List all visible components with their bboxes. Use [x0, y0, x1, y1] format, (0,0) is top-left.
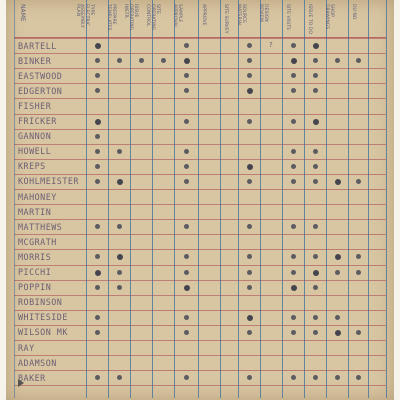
row-name: FRICKER: [18, 116, 57, 126]
column-header-label: ISSUE OPERATING INSTR.: [123, 4, 138, 31]
check-dot: [313, 164, 318, 169]
row-name: BARTELL: [18, 40, 57, 51]
column-rule: [152, 0, 153, 398]
column-rule: [14, 0, 15, 398]
column-rule: [260, 0, 261, 398]
check-dot: [313, 179, 318, 184]
check-dot: [247, 119, 252, 124]
column-rule: [282, 0, 283, 398]
check-dot: [291, 164, 296, 169]
check-dot: [184, 254, 189, 259]
check-dot: [117, 224, 122, 229]
check-dot: [184, 330, 189, 335]
check-dot: [117, 270, 122, 275]
check-dot: [95, 58, 100, 63]
check-dot: [247, 179, 252, 184]
check-dot: [247, 330, 252, 335]
check-dot: [117, 375, 122, 380]
check-dot: [356, 58, 361, 63]
column-rule: [220, 0, 221, 398]
check-dot: [356, 330, 361, 335]
row-name: WHITESIDE: [18, 312, 68, 323]
check-dot: [291, 149, 296, 154]
check-dot: [95, 330, 100, 335]
check-dot: [184, 43, 189, 48]
row-pointer-arrow: [18, 379, 24, 387]
check-dot: [291, 58, 297, 64]
row-name: KREPS: [18, 161, 46, 172]
check-dot: [184, 375, 189, 380]
column-header-label: ISSUE TO DO: [307, 4, 312, 34]
check-dot: [95, 285, 100, 290]
row-name: MAHONEY: [18, 191, 57, 202]
check-dot: [184, 73, 189, 78]
check-dot: [95, 119, 101, 125]
check-dot: [95, 73, 100, 78]
row-name: HOWELL: [18, 146, 52, 157]
check-dot: [117, 149, 122, 154]
check-dot: [291, 43, 296, 48]
row-name: KOHLMEISTER: [18, 176, 79, 187]
column-rule: [198, 0, 199, 398]
column-header-label: TYPE ELECTRIC ASSEMBLY PLAN: [74, 4, 94, 28]
check-dot: [291, 179, 296, 184]
check-dot: [313, 315, 318, 320]
check-dot: [291, 254, 296, 259]
check-dot: [356, 254, 361, 259]
check-dot: [247, 315, 253, 321]
column-rule: [348, 0, 349, 398]
column-header-label: DU NO: [351, 4, 356, 20]
column-header: [285, 2, 299, 36]
column-rule: [130, 0, 131, 398]
row-name: GANNON: [18, 131, 52, 142]
name-column-header: [16, 2, 28, 36]
check-dot: [117, 58, 122, 63]
check-dot: [356, 375, 361, 380]
check-dot: [95, 254, 100, 259]
check-dot: [335, 254, 341, 260]
check-dot: [247, 254, 252, 259]
row-name: RAY: [18, 342, 35, 353]
row-name: MORRIS: [18, 251, 52, 262]
row-name: FISHER: [18, 100, 52, 111]
column-rule: [368, 0, 369, 398]
check-dot: [95, 134, 100, 139]
check-dot: [184, 88, 189, 93]
check-dot: [335, 179, 341, 185]
row-name: WILSON MK: [18, 327, 68, 338]
column-rule: [304, 0, 305, 398]
column-header: [172, 2, 191, 36]
check-dot: [95, 315, 100, 320]
check-dot: [313, 375, 318, 380]
column-rule: [108, 0, 109, 398]
row-name: EASTWOOD: [18, 70, 63, 81]
check-dot: [184, 149, 189, 154]
column-header: [201, 2, 215, 36]
check-dot: [161, 58, 166, 63]
check-dot: [313, 270, 319, 276]
column-header-label: PREPARE TEMPLATES: [106, 4, 116, 31]
check-dot: [184, 315, 189, 320]
check-dot: [291, 119, 296, 124]
column-header-label: APPROVE: [201, 4, 206, 26]
column-header: [74, 2, 103, 36]
check-dot: [313, 88, 318, 93]
row-name: MCGRATH: [18, 236, 57, 247]
check-dot: [184, 119, 189, 124]
column-rule: [326, 0, 327, 398]
row-name: POPPIN: [18, 282, 52, 293]
check-dot: [313, 43, 319, 49]
checklist-sheet: [6, 0, 394, 400]
column-header-label: SOURCE MATERIAL: [236, 4, 246, 27]
check-dot: [335, 58, 340, 63]
column-header: [145, 2, 169, 36]
row-name: MATTHEWS: [18, 221, 63, 232]
check-dot: [291, 224, 296, 229]
column-header-label: SITE VISITS: [285, 4, 290, 30]
column-header-label: SITE OPERATING CONTROL: [145, 4, 160, 31]
row-name: ROBINSON: [18, 297, 63, 308]
column-header-label: SAMPLE APPROVAL: [172, 4, 182, 28]
check-dot: [313, 285, 318, 290]
check-dot: [95, 43, 101, 49]
check-dot: [291, 285, 297, 291]
check-dot: [291, 375, 296, 380]
check-dot: [313, 149, 318, 154]
row-name: ADAMSON: [18, 357, 57, 368]
question-mark: ?: [269, 41, 273, 49]
check-dot: [313, 330, 318, 335]
column-rule: [174, 0, 175, 398]
check-dot: [95, 224, 100, 229]
check-dot: [335, 315, 340, 320]
column-header-label: SITE SURVEY: [223, 4, 228, 34]
column-rule: [238, 0, 239, 398]
check-dot: [184, 270, 189, 275]
check-dot: [247, 58, 252, 63]
column-header: [324, 2, 343, 36]
check-dot: [184, 179, 189, 184]
check-dot: [117, 179, 123, 185]
check-dot: [291, 88, 296, 93]
check-dot: [95, 179, 100, 184]
check-dot: [356, 179, 361, 184]
column-rule: [86, 0, 87, 398]
check-dot: [335, 330, 341, 336]
check-dot: [247, 73, 252, 78]
check-dot: [247, 375, 252, 380]
row-name: BAKER: [18, 372, 46, 383]
column-rule: [386, 0, 387, 398]
column-header: [307, 2, 321, 36]
check-dot: [184, 285, 190, 291]
row-name: PICCHI: [18, 267, 52, 277]
check-dot: [313, 224, 318, 229]
row-name: MARTIN: [18, 206, 52, 217]
row-name: BINKER: [18, 55, 52, 66]
check-dot: [95, 88, 100, 93]
check-dot: [356, 270, 361, 275]
check-dot: [291, 330, 296, 335]
column-header: [236, 2, 255, 36]
check-dot: [313, 119, 319, 125]
check-dot: [139, 58, 144, 63]
check-dot: [291, 270, 296, 275]
check-dot: [313, 254, 318, 259]
check-dot: [247, 224, 252, 229]
row-name: EDGERTON: [18, 85, 63, 96]
check-dot: [247, 164, 253, 170]
check-dot: [335, 270, 340, 275]
check-dot: [95, 164, 100, 169]
check-dot: [313, 73, 318, 78]
column-header-label: SHOP DRAWINGS: [324, 4, 334, 30]
check-dot: [184, 224, 189, 229]
check-dot: [313, 58, 318, 63]
check-dot: [247, 88, 253, 94]
column-header: [258, 2, 277, 36]
column-header: [351, 2, 365, 36]
check-dot: [291, 73, 296, 78]
check-dot: [95, 270, 101, 276]
check-dot: [335, 375, 340, 380]
check-dot: [247, 285, 252, 290]
check-dot: [117, 285, 122, 290]
column-header-label: DESIGN REVIEW: [258, 4, 268, 23]
check-dot: [247, 270, 252, 275]
check-dot: [95, 375, 100, 380]
check-dot: [247, 43, 252, 48]
check-dot: [184, 58, 190, 64]
check-dot: [184, 164, 189, 169]
check-dot: [95, 149, 100, 154]
check-dot: [117, 254, 123, 260]
name-header-label: NAME: [19, 4, 26, 22]
check-dot: [291, 315, 296, 320]
